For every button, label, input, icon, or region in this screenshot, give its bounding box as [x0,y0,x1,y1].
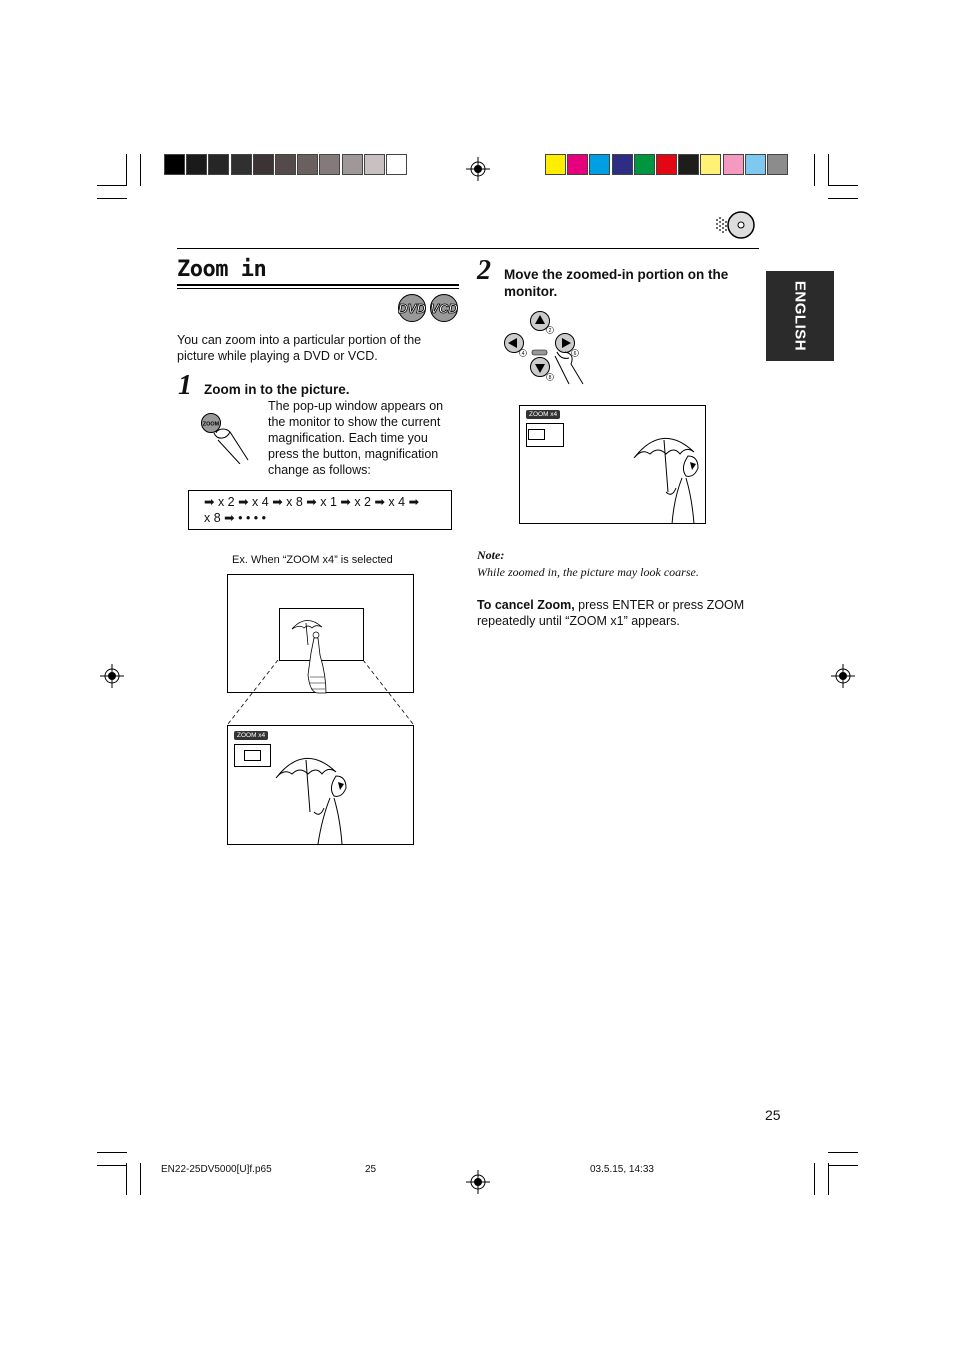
svg-text:ZOOM: ZOOM [202,421,220,428]
registration-mark-left [100,664,124,688]
registration-mark-bottom [466,1170,490,1194]
color-swatch [275,154,296,175]
registration-mark-right [831,664,855,688]
disc-icon [713,210,757,240]
color-swatch [231,154,252,175]
example-caption: Ex. When “ZOOM x4” is selected [232,554,393,566]
footer-date: 03.5.15, 14:33 [590,1164,654,1175]
color-swatch [386,154,407,175]
color-swatch [589,154,610,175]
footer-page: 25 [365,1164,377,1175]
color-swatch [700,154,721,175]
magnification-sequence-box [188,490,452,530]
zoom-position-indicator [244,750,261,761]
dvd-badge-icon [397,293,427,323]
step-1-number: 1 [178,370,192,401]
registration-mark-top [466,157,490,181]
zoom-position-window [526,423,564,447]
zoom-indicator-label: ZOOM x4 [526,410,560,419]
svg-text:VCD: VCD [430,301,458,316]
color-swatch [545,154,566,175]
page-title: Zoom in [177,257,267,282]
note-heading: Note: [477,548,505,562]
step-1-description: The pop-up window appears on the monitor to show the current magnification. Each time you press the button, magnification change as follows: [268,399,444,477]
cancel-text: press ENTER or press ZOOM repeatedly until “ZOOM x1” appears. [477,598,745,628]
color-swatch [612,154,633,175]
zoom-indicator-label: ZOOM x4 [234,731,268,740]
svg-text:4: 4 [521,351,525,357]
svg-text:6: 6 [573,351,577,357]
vcd-badge-icon [429,293,459,323]
color-swatch [342,154,363,175]
color-swatch [767,154,788,175]
color-swatch [186,154,207,175]
intro-text: You can zoom into a particular portion of the picture while playing a DVD or VCD. [177,333,422,363]
color-swatch [319,154,340,175]
page-number: 25 [765,1107,781,1123]
svg-text:8: 8 [548,375,552,381]
zoom-button-press-icon [200,410,252,464]
monitor-zoomed-view [227,725,414,845]
step-2-number: 2 [477,255,491,286]
sequence-line-1: ➡ x 2 ➡ x 4 ➡ x 8 ➡ x 1 ➡ x 2 ➡ x 4 ➡ [204,495,420,509]
color-swatch [656,154,677,175]
color-swatch [678,154,699,175]
color-swatch [745,154,766,175]
color-swatch [364,154,385,175]
color-swatch [253,154,274,175]
sequence-line-2: x 8 ➡ • • • • [204,511,267,525]
cancel-instructions [477,597,762,629]
disc-type-badges [397,293,459,323]
color-swatch [164,154,185,175]
svg-text:2: 2 [548,328,552,334]
zoom-projection-lines [227,660,415,726]
color-swatch [208,154,229,175]
zoom-position-indicator [528,429,545,440]
cancel-lead: To cancel Zoom, [477,598,575,612]
step-2-heading: Move the zoomed-in portion on the monitor. [504,267,729,299]
svg-text:DVD: DVD [398,301,426,316]
footer-file: EN22-25DV5000[U]f.p65 [161,1164,272,1175]
umbrella-figure-moved-icon [632,428,708,524]
zoom-position-window [234,744,271,767]
color-swatch [634,154,655,175]
color-swatch [297,154,318,175]
umbrella-figure-large-icon [274,748,364,844]
language-tab: ENGLISH [766,271,834,361]
cursor-keypad-icon [503,310,587,386]
step-1-heading: Zoom in to the picture. [204,382,350,397]
color-swatch [567,154,588,175]
color-swatch [723,154,744,175]
note-text: While zoomed in, the picture may look coarse. [477,565,699,579]
monitor-moved-view [519,405,706,524]
